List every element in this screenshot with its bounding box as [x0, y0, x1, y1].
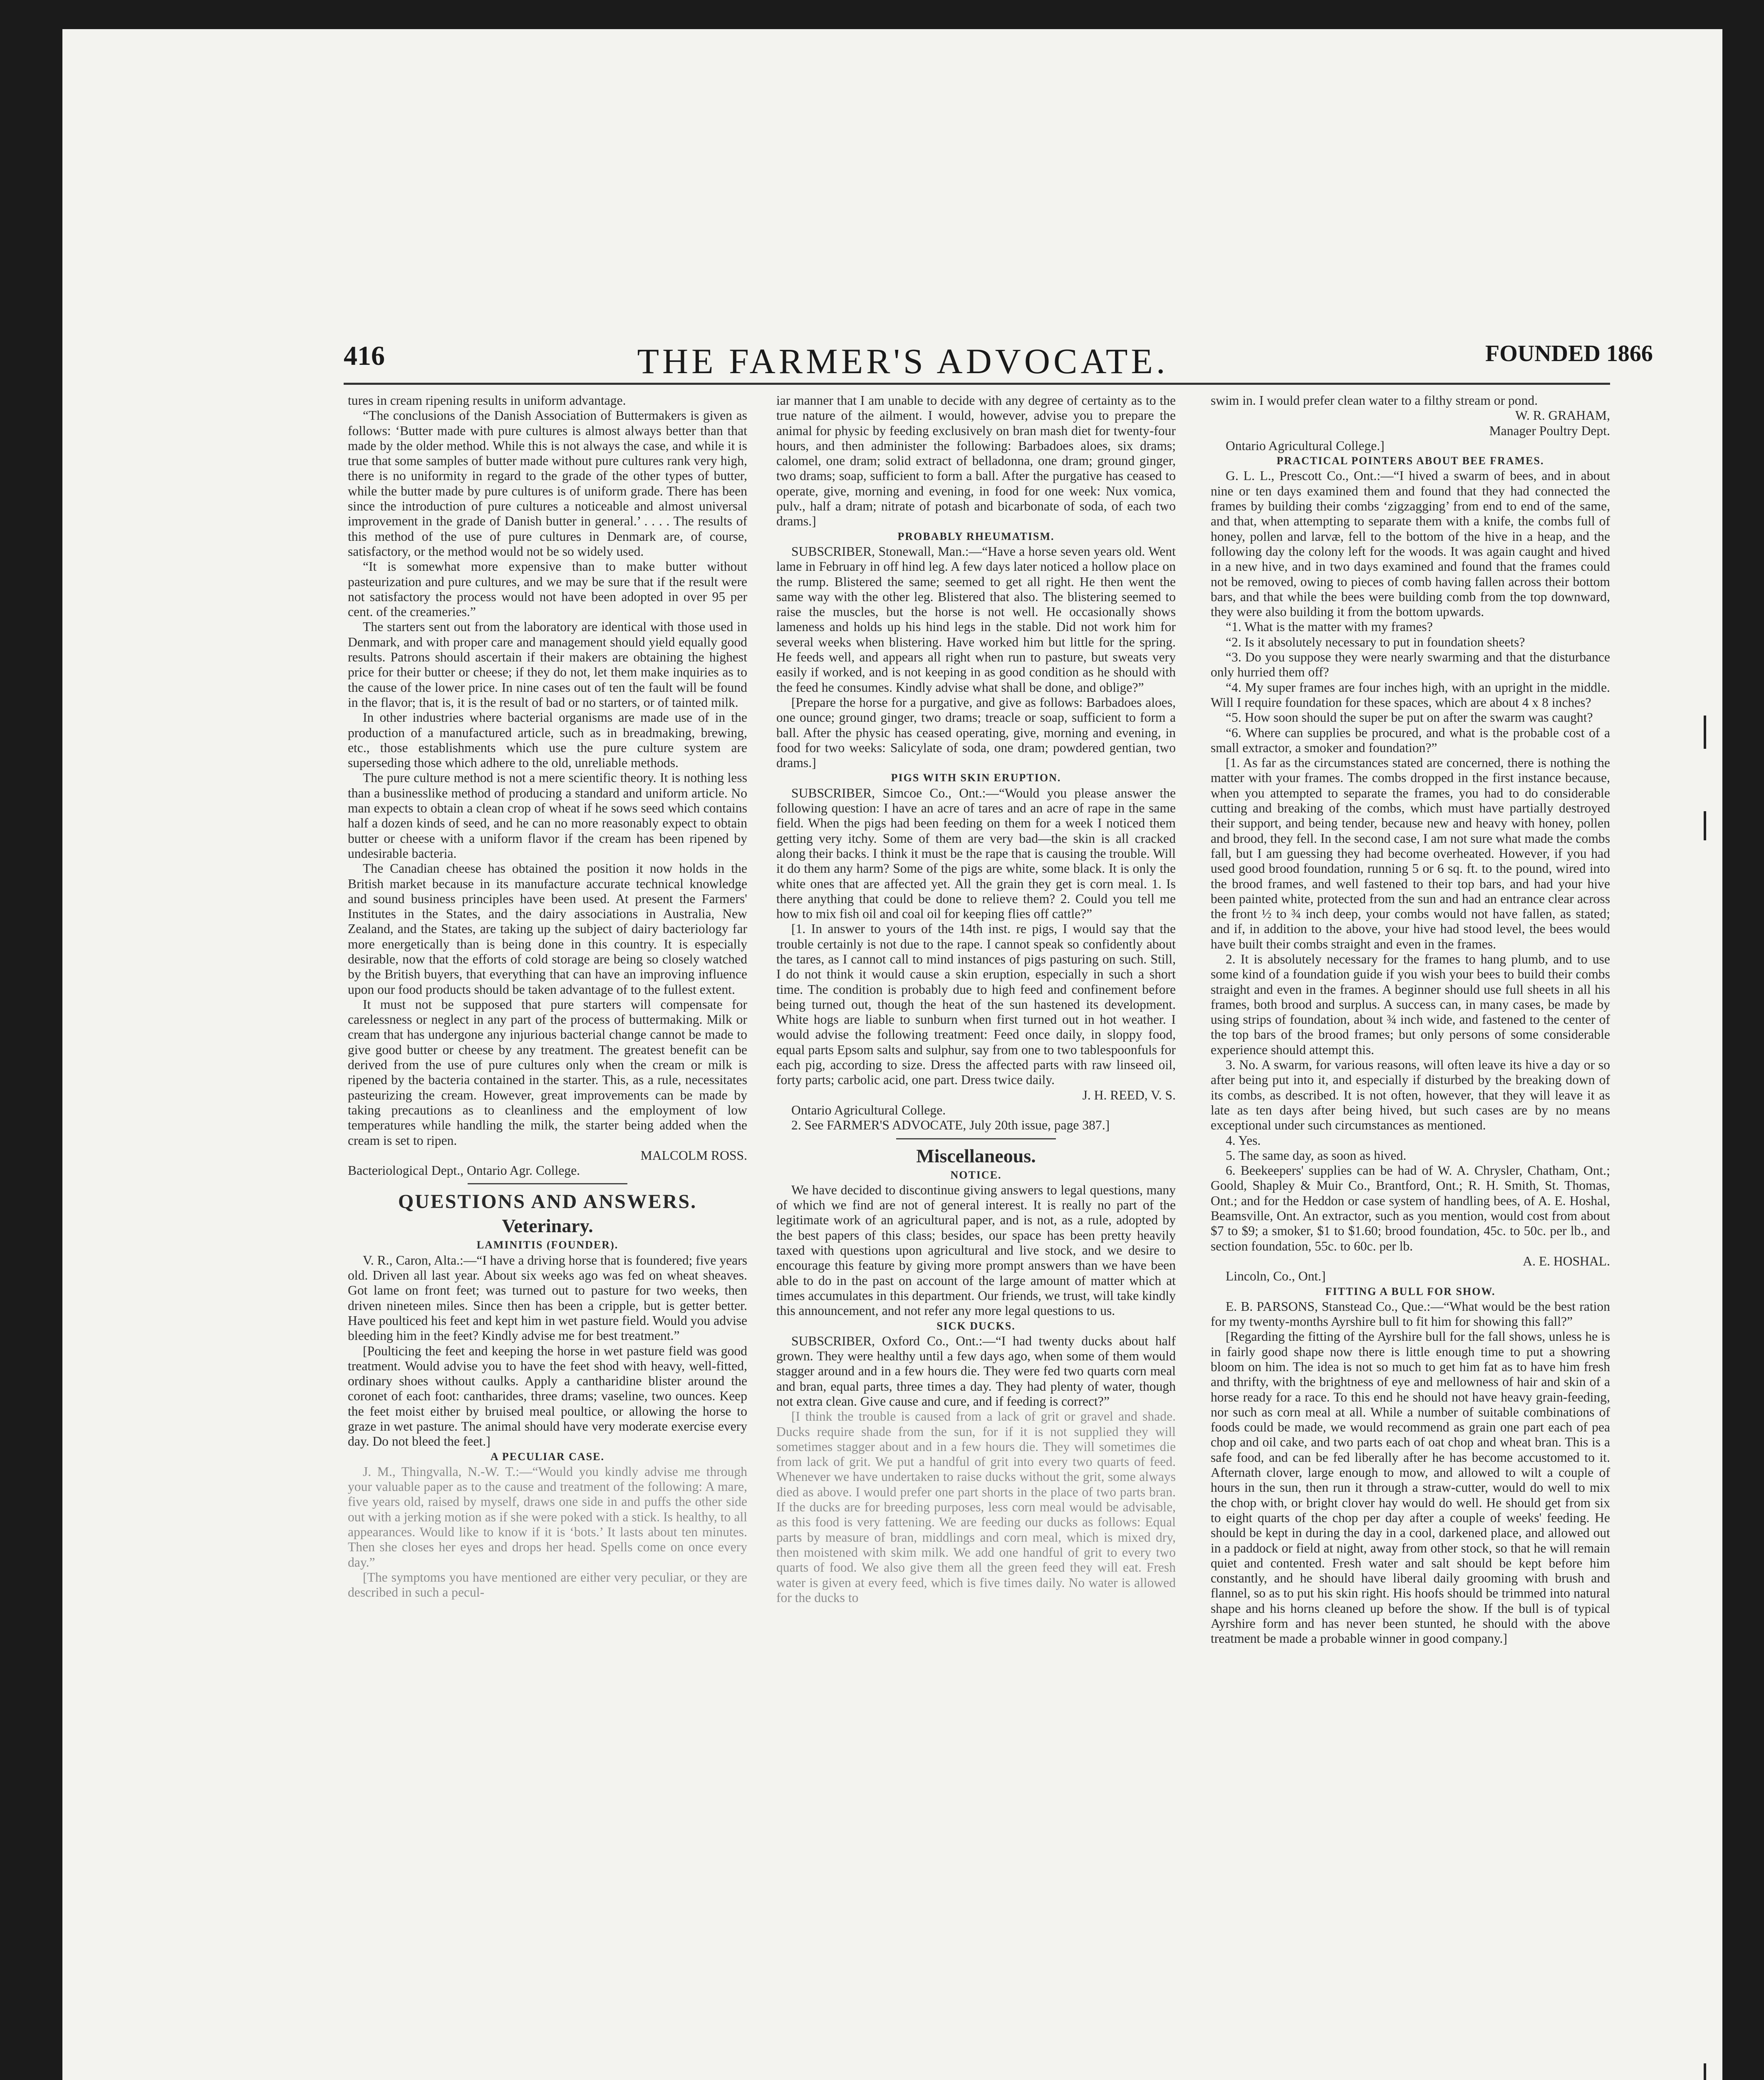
signature: MALCOLM ROSS.	[640, 1148, 747, 1163]
article-heading: PRACTICAL POINTERS ABOUT BEE FRAMES.	[1276, 455, 1544, 467]
article-heading: A PECULIAR CASE.	[491, 1450, 605, 1463]
paragraph: E. B. PARSONS, Stanstead Co., Que.:—“What would be the best ration for my twenty-months Ayrshire bull to fit him for showing this fall?”	[1211, 1299, 1610, 1329]
subsection-heading: Veterinary.	[502, 1215, 593, 1237]
divider	[468, 1183, 627, 1184]
paragraph: iar manner that I am unable to decide with any degree of certainty as to the true nature of the ailment. I would, however, advise you to prepare the animal for physic by feeding exclusively on bran mash diet for twenty-four hours, and then administer the following: Barbadoes aloes, six drams; calomel, one dram; solid extract of belladonna, one dram; ground ginger, two drams; soap, sufficient to form a ball. After the purgative has ceased to operate, give, morning and evening, in food for one week: Nux vomica, pulv., half a dram; nitrate of potash and bicarbonate of soda, of each two drams.]	[776, 393, 1176, 529]
article-heading: SICK DUCKS.	[937, 1320, 1016, 1332]
article-heading: NOTICE.	[950, 1169, 1002, 1181]
paragraph: G. L. L., Prescott Co., Ont.:—“I hived a swarm of bees, and in about nine or ten days examined them and found that they had connected the frames by building their combs ‘zigzagging’ from end to end of the same, and that, when attempting to separate them with a knife, the combs full of honey, pollen and larvæ, fell to the bottom of the hive in a heap, and the following day the colony left for the woods. It was again caught and hived in a new hive, and in two days examined and found that the frames could not be removed, owing to pieces of comb having fallen across their bottom bars, and that while the bees were building comb from the top downward, they were also building it from the bottom upwards.	[1211, 468, 1610, 619]
answer: 4. Yes.	[1226, 1133, 1261, 1148]
masthead-title: THE FARMER'S ADVOCATE.	[637, 341, 1169, 381]
paragraph: J. M., Thingvalla, N.-W. T.:—“Would you kindly advise me through your valuable paper as to the cause and treatment of the following: A mare, five years old, raised by myself, draws one side in and puffs the other side out with a jerking motion as if she were poked with a stick. Is healthy, to all appearances. Would like to know if it is ‘bots.’ It lasts about ten minutes. Then she closes her eyes and drops her head. Spells come on once every day.”	[348, 1464, 747, 1570]
article-heading: FITTING A BULL FOR SHOW.	[1325, 1285, 1496, 1298]
affiliation: Bacteriological Dept., Ontario Agr. College.	[348, 1163, 580, 1178]
signature: W. R. GRAHAM,	[1515, 408, 1610, 423]
answer: [1. As far as the circumstances stated are concerned, there is nothing the matter with your frames. The combs dropped in the first instance because, when you attempted to separate the frames, you had to do considerable cutting and breaking of the combs, which must have partially destroyed their support, and being tender, because new and heavy with honey, pollen and brood, they fell. In the second case, I am not sure what made the combs fall, but I am guessing they had become overheated. However, if you had used good brood foundation, running 5 or 6 sq. ft. to the pound, wired into the brood frames, and well fastened to their top bars, and had your hive been painted white, protected from the sun and had an entrance clear across the front ½ to ¾ inch deep, your combs would not have fallen, as stated; and if, in addition to the above, your hive had stood level, the bees would have built their combs straight and even in the frames.	[1211, 755, 1610, 951]
answer: 6. Beekeepers' supplies can be had of W. A. Chrysler, Chatham, Ont.; Goold, Shapley & Muir Co., Brantford, Ont.; R. H. Smith, St. Thomas, Ont.; and for the Heddon or case system of handling bees, of A. E. Hoshal, Beamsville, Ont. An extractor, such as you mention, would cost from about $7 to $9; a smoker, $1 to $1.60; brood foundation, 45c. to 50c. per lb., and section foundation, 55c. to 60c. per lb.	[1211, 1163, 1610, 1253]
question: “3. Do you suppose they were nearly swarming and that the disturbance only hurried them off?	[1211, 650, 1610, 680]
question: “6. Where can supplies be procured, and what is the probable cost of a small extractor, a smoker and foundation?”	[1211, 725, 1610, 755]
affiliation: Lincoln, Co., Ont.]	[1226, 1269, 1326, 1284]
paragraph: tures in cream ripening results in uniform advantage.	[348, 393, 626, 408]
answer: 3. No. A swarm, for various reasons, will often leave its hive a day or so after being put into it, and especially if disturbed by the breaking down of its combs, as described. It is not often, however, that they will leave it as late as ten days after being hived, but such cases are by no means exceptional under such circumstances as mentioned.	[1211, 1057, 1610, 1133]
answer: 5. The same day, as soon as hived.	[1226, 1148, 1407, 1163]
paragraph: It must not be supposed that pure starters will compensate for carelessness or neglect in any part of the process of buttermaking. Milk or cream that has undergone any injurious bacterial change cannot be made to give good butter or cheese by any treatment. The greatest benefit can be derived from the use of pure cultures only when the cream or milk is ripened by the bacteria contained in the starter. This, as a rule, necessitates pasteurizing the cream. However, great improvements can be made by taking precautions as to cleanliness and the employment of low temperatures while handling the milk, the starter being added when the cream is set to ripen.	[348, 997, 747, 1148]
margin-mark	[1704, 2063, 1706, 2080]
paragraph: “It is somewhat more expensive than to make butter without pasteurization and pure cultures, and we may be sure that if the result were not satisfactory the process would not have been adopted in over 95 per cent. of the creameries.”	[348, 559, 747, 619]
paragraph: In other industries where bacterial organisms are made use of in the production of a manufactured article, such as in breadmaking, brewing, etc., those establishments which use the pure culture system are superseding those which adhere to the old, unreliable methods.	[348, 710, 747, 770]
paragraph: [1. In answer to yours of the 14th inst. re pigs, I would say that the trouble certainly is not due to the rape. I cannot speak so confidently about the tares, as I cannot call to mind instances of pigs pasturing on such. Still, I do not think it would cause a skin eruption, especially in such a short time. The condition is probably due to high feed and confinement before being turned out, though the heat of the sun hastened its development. White hogs are liable to sunburn when first turned out in hot weather. I would advise the following treatment: Feed once daily, in sloppy food, equal parts Epsom salts and sulphur, say from one to two tablespoonfuls for each pig, according to size. Dress the affected parts with raw linseed oil, forty parts; carbolic acid, one part. Dress twice daily.	[776, 921, 1176, 1087]
divider	[896, 1138, 1056, 1139]
column-2	[776, 393, 1176, 1605]
paragraph: “The conclusions of the Danish Association of Buttermakers is given as follows: ‘Butter made with pure cultures is almost always better than that made by the older method. While this is not always the case, and while it is true that some samples of butter made without pure cultures rank very high, there is no uniformity in regard to the grade of the other types of butter, while the butter made by pure cultures is of uniform grade. There has been since the introduction of pure cultures a noticeable and almost universal improvement in the grade of Danish butter in general.’ . . . . The results of this method of the use of pure cultures in Denmark are, of course, satisfactory, or the method would not be so widely used.	[348, 408, 747, 559]
question: “4. My super frames are four inches high, with an upright in the middle. Will I require foundation for these spaces, which are about 4 x 8 inches?	[1211, 680, 1610, 710]
subsection-heading: Miscellaneous.	[916, 1145, 1036, 1166]
paragraph: SUBSCRIBER, Oxford Co., Ont.:—“I had twenty ducks about half grown. They were healthy until a few days ago, when some of them would stagger around and in a few hours die. They were fed two quarts corn meal and bran, equal parts, three times a day. They had plenty of water, though not extra clean. Give cause and cure, and if feeding is correct?”	[776, 1333, 1176, 1409]
signature-title: Manager Poultry Dept.	[1489, 423, 1610, 438]
signature: J. H. REED, V. S.	[1082, 1087, 1176, 1102]
paragraph: V. R., Caron, Alta.:—“I have a driving horse that is foundered; five years old. Driven all last year. About six weeks ago was fed on wheat sheaves. Got lame on front feet; was turned out to pasture for two weeks, then driven nineteen miles. Since then has been a cripple, but is getter better. Have poulticed his feet and kept him in wet pasture field. Would you advise bleeding him in the feet? Kindly advise me for best treatment.”	[348, 1253, 747, 1343]
paragraph: The pure culture method is not a mere scientific theory. It is nothing less than a businesslike method of producing a standard and uniform article. No man expects to obtain a clean crop of wheat if he sows seed which contains half a dozen kinds of seed, and he can no more reasonably expect to obtain butter or cheese with a uniform flavor if the cream has been ripened by undesirable bacteria.	[348, 770, 747, 861]
margin-mark	[1704, 716, 1706, 749]
column-3	[1211, 393, 1610, 1647]
paragraph: The Canadian cheese has obtained the position it now holds in the British market because in its manufacture accurate technical knowledge and sound business principles have been used. At present the Farmers' Institutes in the States, and the dairy associations in Australia, New Zealand, and the States, are taking up the subject of dairy bacteriology far more energetically than is being done in this country. It is especially desirable, now that the efforts of cold storage are being so closely watched by the British buyers, that everything that can have an improving influence upon our food products should be taken advantage of to the fullest extent.	[348, 861, 747, 997]
paragraph: [Poulticing the feet and keeping the horse in wet pasture field was good treatment. Would advise you to have the feet shod with heavy, well-fitted, ordinary shoes without caulks. Apply a cantharidine blister around the coronet of each foot: cantharides, three drams; vaseline, two ounces. Keep the feet moist either by bruised meal poultice, or allowing the horse to graze in wet pasture. The animal should have very moderate exercise every day. Do not bleed the feet.]	[348, 1343, 747, 1449]
paragraph: SUBSCRIBER, Simcoe Co., Ont.:—“Would you please answer the following question: I have an acre of tares and an acre of rape in the same field. When the pigs had been feeding on them for a week I noticed them getting very itchy. Some of them are very bad—the skin is all cracked along their backs. I think it must be the rape that is causing the trouble. Will it do them any harm? Some of the pigs are white, some black. It is only the white ones that are affected yet. All the grain they get is corn meal. 1. Is there anything that could be done to relieve them? 2. Could you tell me how to mix fish oil and coal oil for keeping flies off cattle?”	[776, 785, 1176, 921]
paragraph: [I think the trouble is caused from a lack of grit or gravel and shade. Ducks require shade from the sun, for if it is not supplied they will sometimes stagger about and in a few hours die. They will sometimes die from lack of grit. We put a handful of grit into every two quarts of feed. Whenever we have undertaken to raise ducks without the grit, some always died as above. I would prefer one part shorts in the place of two parts bran. If the ducks are for breeding purposes, less corn meal would be advisable, as this food is very fattening. We are feeding our ducks as follows: Equal parts by measure of bran, middlings and corn meal, which is mixed dry, then moistened with skim milk. We add one handful of grit to every two quarts of food. We also give them all the green feed they will eat. Fresh water is given at every feed, which is five times daily. No water is allowed for the ducks to	[776, 1409, 1176, 1605]
column-1	[348, 393, 747, 1600]
header-rule	[344, 383, 1610, 385]
margin-mark	[1704, 811, 1706, 840]
paragraph: 2. See FARMER'S ADVOCATE, July 20th issue, page 387.]	[791, 1118, 1110, 1133]
paragraph: swim in. I would prefer clean water to a filthy stream or pond.	[1211, 393, 1538, 408]
paragraph: [Regarding the fitting of the Ayrshire bull for the fall shows, unless he is in fairly good shape now there is little enough time to put a showring bloom on him. The idea is not so much to get him fat as to have him fresh and thrifty, with the brightness of eye and mellowness of hair and skin of a horse ready for a race. To this end he should not have heavy grain-feeding, nor such as corn meal at all. While a number of suitable combinations of foods could be made, we would recommend as grain one part each of pea chop and oil cake, and two parts each of oat chop and wheat bran. This is a safe food, and can be fed liberally after he has become accustomed to it. Afternath clover, large enough to mow, and allowed to wilt a couple of hours in the sun, then run it through a straw-cutter, would do well to mix the chop with, or bright clover hay would do well. He should get from six to eight quarts of the chop per day after a couple of weeks' feeding. He should be kept in during the day in a cool, darkened place, and allowed out in a paddock or field at night, away from other stock, so that he will remain quiet and contented. Fresh water and salt should be kept before him constantly, and he should have liberal daily grooming with brush and flannel, so as to put his skin right. His hoofs should be trimmed into natural shape and his horns cleaned up before the show. If the bull is of typical Ayrshire form and has never been stunted, he should with the above treatment be made a probable winner in good company.]	[1211, 1329, 1610, 1646]
page-number: 416	[344, 341, 385, 371]
affiliation: Ontario Agricultural College.	[791, 1102, 946, 1117]
article-heading: LAMINITIS (FOUNDER).	[476, 1239, 619, 1251]
section-heading: QUESTIONS AND ANSWERS.	[398, 1191, 697, 1213]
signature: A. E. HOSHAL.	[1523, 1253, 1610, 1268]
article-heading: PROBABLY RHEUMATISM.	[897, 530, 1055, 542]
paragraph: [The symptoms you have mentioned are either very peculiar, or they are described in such a pecul-	[348, 1570, 747, 1600]
question: “2. Is it absolutely necessary to put in foundation sheets?	[1226, 634, 1525, 649]
affiliation: Ontario Agricultural College.]	[1226, 438, 1385, 453]
question: “5. How soon should the super be put on after the swarm was caught?	[1226, 710, 1593, 725]
paragraph: The starters sent out from the laboratory are identical with those used in Denmark, and with proper care and management should yield equally good results. Patrons should ascertain if their makers are obtaining the highest price for their butter or cheese; if they do not, let them make inquiries as to the cause of the lower price. In nine cases out of ten the fault will be found in the flavor; that is, it is the result of bad or no starters, or of tainted milk.	[348, 619, 747, 710]
paragraph: [Prepare the horse for a purgative, and give as follows: Barbadoes aloes, one ounce; ground ginger, two drams; treacle or soap, sufficient to form a ball. After the physic has ceased operating, give, morning and evening, in food for two weeks: Salicylate of soda, one dram; powdered gentian, two drams.]	[776, 695, 1176, 770]
paragraph: We have decided to discontinue giving answers to legal questions, many of which we find are not of general interest. It is really no part of the legitimate work of an agricultural paper, and is not, as a rule, adopted by the best papers of this class; besides, our space has been pretty heavily taxed with questions upon agricultural and live stock, and we desire to encourage this feature by giving more prompt answers than we have been able to do in the past on account of the large amount of matter which at times accumulates in this department. Our friends, we trust, will take kindly this announcement, and not refer any more legal questions to us.	[776, 1182, 1176, 1318]
answer: 2. It is absolutely necessary for the frames to hang plumb, and to use some kind of a foundation guide if you wish your bees to build their combs straight and even in the frames. A beginner should use full sheets in all his frames, both brood and surplus. A success can, in many cases, be made by using strips of foundation, about ¾ inch wide, and fastened to the center of the top bars of the brood frames; but only persons of some considerable experience should attempt this.	[1211, 951, 1610, 1057]
article-heading: PIGS WITH SKIN ERUPTION.	[891, 772, 1061, 784]
question: “1. What is the matter with my frames?	[1226, 619, 1433, 634]
founded-label: FOUNDED 1866	[1485, 341, 1653, 366]
paragraph: SUBSCRIBER, Stonewall, Man.:—“Have a horse seven years old. Went lame in February in off hind leg. A few days later noticed a hollow place on the rump. Blistered the same; seemed to get all right. He then went the same way with the other leg. Blistered that also. The blistering seemed to raise the muscles, but the horse is not well. He occasionally shows lameness and holds up his hind legs in the stable. Did not work him for several weeks when blistering. Have worked him but little for the spring. He feeds well, and appears all right when run to pasture, but sweats very easily if worked, and is not keeping in as good condition as he should with the feed he consumes. Kindly advise what shall be done, and oblige?”	[776, 544, 1176, 695]
